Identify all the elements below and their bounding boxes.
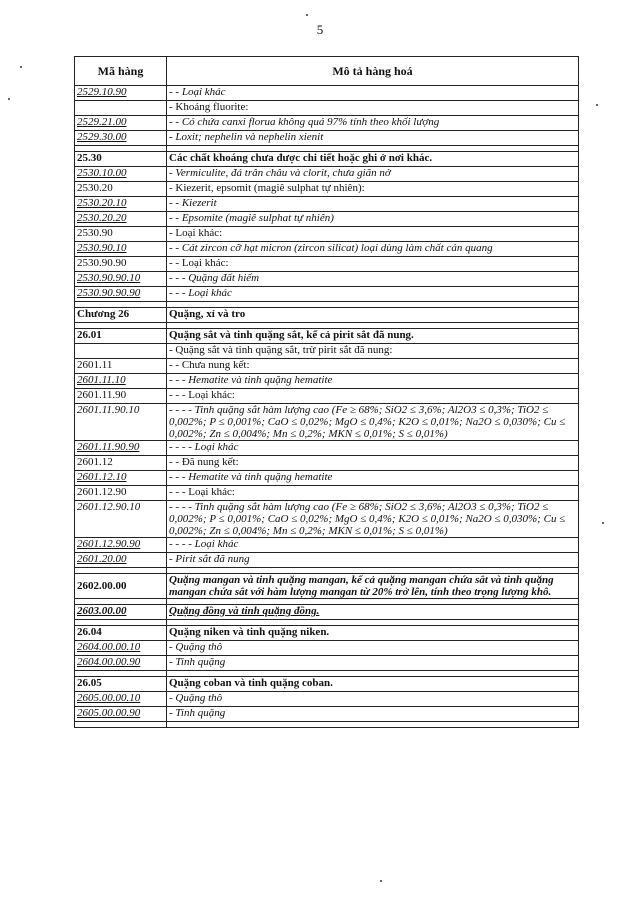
- description-cell: - - Đã nung kết:: [167, 456, 579, 471]
- description-cell: - Kiezerit, epsomit (magiê sulphat tự nhiên):: [167, 182, 579, 197]
- description-cell: - - - Hematite và tinh quặng hematite: [167, 374, 579, 389]
- code-cell: 2601.12.90.90: [75, 538, 167, 553]
- table-row: [75, 287, 579, 302]
- table-row: [75, 471, 579, 486]
- page-number: 5: [316, 22, 324, 37]
- description-cell: - Quặng sắt và tinh quặng sắt, trừ pirit sắt đã nung:: [167, 344, 579, 359]
- header-description: Mô tả hàng hoá: [167, 57, 579, 86]
- code-cell: 26.01: [75, 329, 167, 344]
- table-row: [75, 227, 579, 242]
- code-cell: 2604.00.00.10: [75, 641, 167, 656]
- table-row: [75, 538, 579, 553]
- code-cell: 2605.00.00.10: [75, 692, 167, 707]
- description-cell: - - - Loại khác:: [167, 486, 579, 501]
- description-cell: - - - - Tinh quặng sắt hàm lượng cao (Fe ≥ 68%; SiO2 ≤ 3,6%; Al2O3 ≤ 0,3%; TiO2 ≤ 0,002%; P ≤ 0,001%; CaO ≤ 0,02%; MgO ≤ 0,4%; K2O ≤ 0,01%; Na2O ≤ 0,030%; Cu ≤ 0,002%; Zn ≤ 0,004%; Mn ≤ 0,2%; MKN ≤ 0,01%; S ≤ 0,01%): [167, 501, 579, 538]
- table-row: [75, 86, 579, 101]
- code-cell: 2602.00.00: [75, 574, 167, 599]
- table-row: [75, 152, 579, 167]
- tariff-table: [74, 56, 579, 728]
- code-cell: 2603.00.00: [75, 605, 167, 620]
- description-cell: Quặng mangan và tinh quặng mangan, kể cả quặng mangan chứa sắt và tinh quặng mangan chứa sắt với hàm lượng mangan từ 20% trở lên, tính theo trọng lượng khô.: [167, 574, 579, 599]
- description-cell: Các chất khoáng chưa được chi tiết hoặc ghi ở nơi khác.: [167, 152, 579, 167]
- code-cell: 2601.12.10: [75, 471, 167, 486]
- description-cell: - - Loại khác:: [167, 257, 579, 272]
- table-row: [75, 329, 579, 344]
- description-cell: - - - - Loại khác: [167, 441, 579, 456]
- description-cell: - - - Hematite và tinh quặng hematite: [167, 471, 579, 486]
- description-cell: - - - - Tinh quặng sắt hàm lượng cao (Fe ≥ 68%; SiO2 ≤ 3,6%; Al2O3 ≤ 0,3%; TiO2 ≤ 0,002%; P ≤ 0,001%; CaO ≤ 0,02%; MgO ≤ 0,4%; K2O ≤ 0,01%; Na2O ≤ 0,030%; Cu ≤ 0,002%; Zn ≤ 0,004%; Mn ≤ 0,2%; MKN ≤ 0,01%; S ≤ 0,01%): [167, 404, 579, 441]
- code-cell: 2530.90.90: [75, 257, 167, 272]
- description-cell: - Quặng thô: [167, 692, 579, 707]
- table-row: [75, 441, 579, 456]
- description-cell: Quặng sắt và tinh quặng sắt, kể cả pirit sắt đã nung.: [167, 329, 579, 344]
- code-cell: 2530.20.20: [75, 212, 167, 227]
- code-cell: 2601.11.10: [75, 374, 167, 389]
- table-row: [75, 182, 579, 197]
- table-row: [75, 486, 579, 501]
- description-cell: Quặng coban và tinh quặng coban.: [167, 677, 579, 692]
- table-row: [75, 574, 579, 599]
- table-row: [75, 389, 579, 404]
- description-cell: - Khoáng fluorite:: [167, 101, 579, 116]
- table-row: [75, 212, 579, 227]
- description-cell: - - Chưa nung kết:: [167, 359, 579, 374]
- table-row: [75, 404, 579, 441]
- description-cell: - - - Quặng đất hiếm: [167, 272, 579, 287]
- table-row: [75, 501, 579, 538]
- code-cell: 2604.00.00.90: [75, 656, 167, 671]
- table-row: [75, 167, 579, 182]
- code-cell: 2530.20: [75, 182, 167, 197]
- scan-speck: [380, 880, 382, 882]
- code-cell: 2530.90.90.10: [75, 272, 167, 287]
- code-cell: 2605.00.00.90: [75, 707, 167, 722]
- description-cell: - - Loại khác: [167, 86, 579, 101]
- description-cell: - - Có chứa canxi florua không quá 97% tính theo khối lượng: [167, 116, 579, 131]
- code-cell: 2529.30.00: [75, 131, 167, 146]
- scan-speck: [306, 14, 308, 16]
- code-cell: [75, 101, 167, 116]
- spacer-cell: [167, 722, 579, 728]
- description-cell: - - Kiezerit: [167, 197, 579, 212]
- spacer-row: [75, 722, 579, 728]
- description-cell: - - - Loại khác:: [167, 389, 579, 404]
- table-row: [75, 641, 579, 656]
- code-cell: 2530.10.00: [75, 167, 167, 182]
- table-row: [75, 257, 579, 272]
- table-row: [75, 692, 579, 707]
- table-row: [75, 242, 579, 257]
- description-cell: - Vermiculite, đá trân châu và clorit, chưa giãn nở: [167, 167, 579, 182]
- code-cell: 25.30: [75, 152, 167, 167]
- code-cell: 2601.20.00: [75, 553, 167, 568]
- table-row: [75, 344, 579, 359]
- description-cell: - Loxit; nephelin và nephelin xienit: [167, 131, 579, 146]
- table-row: [75, 359, 579, 374]
- code-cell: 2601.12.90: [75, 486, 167, 501]
- code-cell: 2530.20.10: [75, 197, 167, 212]
- code-cell: 2601.11.90.10: [75, 404, 167, 441]
- table-row: [75, 374, 579, 389]
- scan-speck: [596, 104, 598, 106]
- table-row: [75, 677, 579, 692]
- scan-speck: [602, 522, 604, 524]
- table-header-row: [75, 57, 579, 86]
- scan-speck: [20, 66, 22, 68]
- code-cell: 26.04: [75, 626, 167, 641]
- table-row: [75, 101, 579, 116]
- scan-speck: [8, 98, 10, 100]
- table-row: [75, 707, 579, 722]
- code-cell: 2529.21.00: [75, 116, 167, 131]
- table-row: [75, 272, 579, 287]
- description-cell: - Tinh quặng: [167, 707, 579, 722]
- code-cell: 2530.90.10: [75, 242, 167, 257]
- code-cell: Chương 26: [75, 308, 167, 323]
- table-body: [75, 86, 579, 728]
- description-cell: - Pirit sắt đã nung: [167, 553, 579, 568]
- table-row: [75, 605, 579, 620]
- code-cell: 26.05: [75, 677, 167, 692]
- description-cell: Quặng, xỉ và tro: [167, 308, 579, 323]
- code-cell: 2601.11: [75, 359, 167, 374]
- code-cell: 2601.12.90.10: [75, 501, 167, 538]
- description-cell: - Tinh quặng: [167, 656, 579, 671]
- code-cell: 2529.10.90: [75, 86, 167, 101]
- table-row: [75, 308, 579, 323]
- header-code: Mã hàng: [75, 57, 167, 86]
- description-cell: - - Cát zircon cỡ hạt micron (zircon silicat) loại dùng làm chất cản quang: [167, 242, 579, 257]
- table-row: [75, 116, 579, 131]
- table-row: [75, 553, 579, 568]
- table-row: [75, 626, 579, 641]
- table-row: [75, 197, 579, 212]
- table-row: [75, 131, 579, 146]
- description-cell: - Quặng thô: [167, 641, 579, 656]
- spacer-cell: [75, 722, 167, 728]
- code-cell: [75, 344, 167, 359]
- code-cell: 2601.11.90.90: [75, 441, 167, 456]
- code-cell: 2530.90: [75, 227, 167, 242]
- description-cell: - - - Loại khác: [167, 287, 579, 302]
- code-cell: 2530.90.90.90: [75, 287, 167, 302]
- description-cell: - - - - Loại khác: [167, 538, 579, 553]
- description-cell: Quặng niken và tinh quặng niken.: [167, 626, 579, 641]
- table-row: [75, 656, 579, 671]
- description-cell: Quặng đồng và tinh quặng đồng.: [167, 605, 579, 620]
- code-cell: 2601.11.90: [75, 389, 167, 404]
- code-cell: 2601.12: [75, 456, 167, 471]
- description-cell: - - Epsomite (magiê sulphat tự nhiên): [167, 212, 579, 227]
- description-cell: - Loại khác:: [167, 227, 579, 242]
- table-row: [75, 456, 579, 471]
